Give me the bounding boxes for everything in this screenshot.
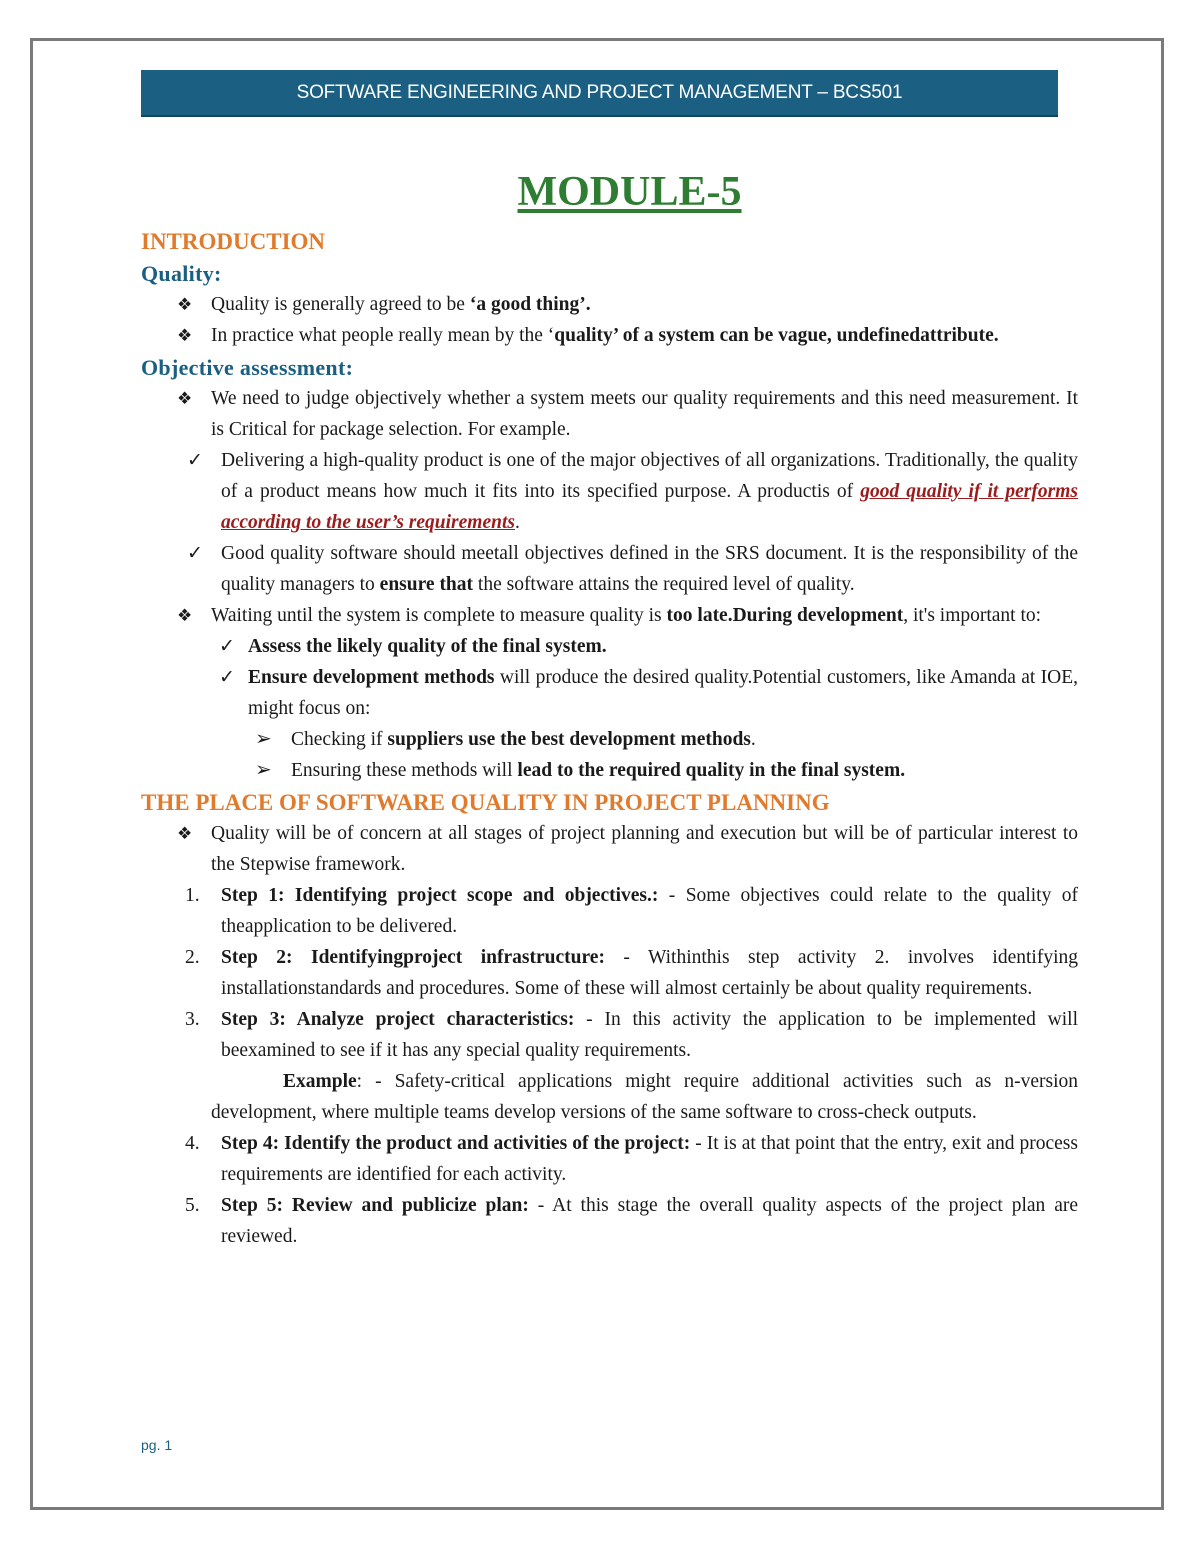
text: Quality will be of concern at all stages of project planning and execution but will be of particular interest to the Stepwise framework. xyxy=(211,823,1078,875)
text: , it's important to: xyxy=(903,605,1042,626)
step-number: 4. xyxy=(185,1133,200,1154)
text-bold: ‘a good thing’ xyxy=(469,294,586,315)
objective-assessment-heading: Objective assessment: xyxy=(141,355,354,380)
page-number: pg. 1 xyxy=(141,1437,173,1453)
step-title: Step 3: Analyze project characteristics: xyxy=(221,1009,575,1030)
diamond-bullet-icon: ❖ xyxy=(177,295,193,314)
diamond-bullet-icon: ❖ xyxy=(177,824,193,843)
step-text: - At this stage the overall quality aspects of the project plan are reviewed. xyxy=(221,1195,1078,1247)
step-number: 1. xyxy=(185,885,200,906)
step-title: Step 1: Identifying project scope and objectives.: xyxy=(221,885,659,906)
step-text: - Some objectives could relate to the quality of theapplication to be delivered. xyxy=(221,885,1078,937)
list-item xyxy=(141,724,1078,755)
list-item xyxy=(141,538,1078,600)
text: Checking if xyxy=(291,729,388,750)
text: the software attains the required level of quality. xyxy=(473,574,855,595)
list-item xyxy=(141,662,1078,724)
header-title: SOFTWARE ENGINEERING AND PROJECT MANAGEMENT – BCS501 xyxy=(296,81,903,103)
diamond-bullet-icon: ❖ xyxy=(177,606,193,625)
step-item xyxy=(141,942,1078,1004)
text-bold: lead to the required quality in the final system. xyxy=(517,760,906,781)
step-title: Step 4: Identify the product and activities of the project: xyxy=(221,1133,691,1154)
text-bold: quality’ of a system can be vague, undefinedattribute. xyxy=(554,325,999,346)
step-item xyxy=(141,880,1078,942)
text-bold: Ensure development methods xyxy=(248,667,495,688)
text-bold: . xyxy=(585,294,591,315)
list-item xyxy=(141,631,1078,662)
text-bold: ensure that xyxy=(379,574,474,595)
text: Delivering a high-quality product is one of the major objectives of all organizations. Traditionally, the quality of a product means how much it fits into its specified purpose. A productis of xyxy=(221,450,1078,502)
step-item xyxy=(141,1004,1078,1066)
arrow-bullet-icon: ➢ xyxy=(255,759,272,781)
diamond-bullet-icon: ❖ xyxy=(177,326,193,345)
place-of-quality-heading: THE PLACE OF SOFTWARE QUALITY IN PROJECT PLANNING xyxy=(141,790,830,815)
text: Good quality software should meetall objectives defined in the SRS document. It is the responsibility of the quality managers to xyxy=(221,543,1078,595)
text-emphasis: good quality if it performs according to the user’s requirements xyxy=(221,481,1078,533)
text: Waiting until the system is complete to measure quality is xyxy=(211,605,667,626)
step-number: 5. xyxy=(185,1195,200,1216)
list-item xyxy=(141,755,1078,786)
quality-heading: Quality: xyxy=(141,261,222,286)
check-bullet-icon: ✓ xyxy=(219,667,235,688)
text-bold: too late.During development xyxy=(666,605,904,626)
introduction-heading: INTRODUCTION xyxy=(141,229,326,254)
list-item xyxy=(141,320,1078,351)
step-item xyxy=(141,1128,1078,1190)
document-body xyxy=(141,165,1078,1252)
example-paragraph xyxy=(141,1066,1078,1128)
header-banner xyxy=(141,70,1058,117)
list-item xyxy=(141,445,1078,538)
arrow-bullet-icon: ➢ xyxy=(255,728,272,750)
text: We need to judge objectively whether a system meets our quality requirements and this need measurement. It is Critical for package selection. For example. xyxy=(211,388,1078,440)
text: . xyxy=(750,729,756,750)
step-item xyxy=(141,1190,1078,1252)
text: Ensuring these methods will xyxy=(291,760,518,781)
list-item xyxy=(141,289,1078,320)
text: In practice what people really mean by the ‘ xyxy=(211,325,555,346)
text: will produce the desired quality.Potential customers, like Amanda at IOE, might focus on: xyxy=(248,667,1078,719)
list-item xyxy=(141,818,1078,880)
text-bold: Assess the likely quality of the final system. xyxy=(248,636,607,657)
step-text: - Withinthis step activity 2. involves identifying installationstandards and procedures. Some of these will almost certainly be about quality requirements. xyxy=(221,947,1078,999)
text: . xyxy=(514,512,520,533)
list-item xyxy=(141,600,1078,631)
step-number: 2. xyxy=(185,947,200,968)
check-bullet-icon: ✓ xyxy=(187,450,203,471)
step-text: - It is at that point that the entry, exit and process requirements are identified for each activity. xyxy=(221,1133,1078,1185)
step-number: 3. xyxy=(185,1009,200,1030)
list-item xyxy=(141,383,1078,445)
step-text: - In this activity the application to be implemented will beexamined to see if it has any special quality requirements. xyxy=(221,1009,1078,1061)
text: Quality is generally agreed to be xyxy=(211,294,470,315)
diamond-bullet-icon: ❖ xyxy=(177,389,193,408)
check-bullet-icon: ✓ xyxy=(219,636,235,657)
check-bullet-icon: ✓ xyxy=(187,543,203,564)
example-text: : - Safety-critical applications might require additional activities such as n-version development, where multiple teams develop versions of the same software to cross-check outputs. xyxy=(211,1071,1078,1123)
module-title: MODULE-5 xyxy=(517,169,742,215)
text-bold: suppliers use the best development methods xyxy=(387,729,751,750)
step-title: Step 5: Review and publicize plan: xyxy=(221,1195,529,1216)
example-label: Example xyxy=(283,1071,357,1092)
step-title: Step 2: Identifyingproject infrastructure: xyxy=(221,947,605,968)
